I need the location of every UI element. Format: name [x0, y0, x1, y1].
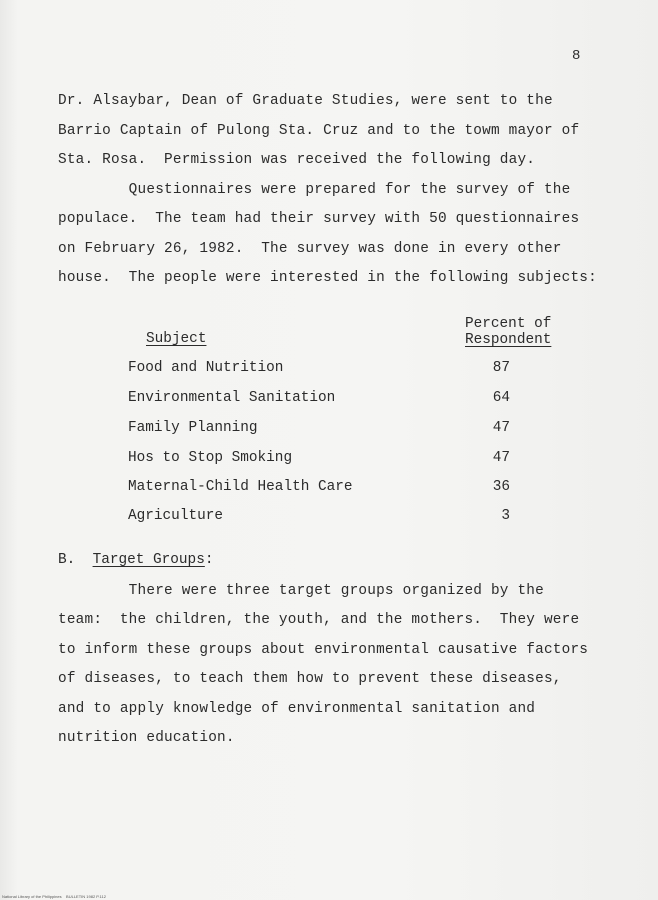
- table-row-subject: Family Planning: [128, 420, 258, 436]
- table-header-subject: Subject: [146, 331, 207, 347]
- table-row-subject: Agriculture: [128, 508, 223, 524]
- section-b-heading: [58, 552, 213, 568]
- paragraph2-line: on February 26, 1982. The survey was done in every other: [58, 241, 562, 257]
- section-b-colon: :: [204, 552, 214, 568]
- paragraph2-line: house. The people were interested in the following subjects:: [58, 270, 597, 286]
- table-row-subject: Environmental Sanitation: [128, 390, 336, 406]
- table-row-subject: Hos to Stop Smoking: [128, 450, 293, 466]
- section-b-label: B.: [58, 552, 76, 568]
- table-header-percent-line2: Respondent: [465, 332, 552, 348]
- table-row-percent: 36: [492, 479, 510, 495]
- paragraph3-line: to inform these groups about environmental causative factors: [58, 642, 589, 658]
- paragraph3-line: and to apply knowledge of environmental sanitation and: [58, 701, 536, 717]
- paragraph3-line: There were three target groups organized by the: [58, 583, 544, 599]
- table-row-subject: Food and Nutrition: [128, 360, 284, 376]
- page-number: 8: [572, 48, 581, 64]
- table-header-percent-line1: Percent of: [465, 316, 552, 332]
- paragraph2-line: populace. The team had their survey with 50 questionnaires: [58, 211, 580, 227]
- table-row-percent: 47: [492, 420, 510, 436]
- table-row-percent: 64: [492, 390, 510, 406]
- footer-stamp: National Library of the Philippines BULLETIN 1982 P.112: [2, 894, 106, 899]
- paragraph1-line: Barrio Captain of Pulong Sta. Cruz and to the towm mayor of: [58, 123, 580, 139]
- paragraph1-line: Sta. Rosa. Permission was received the following day.: [58, 152, 536, 168]
- table-row-subject: Maternal-Child Health Care: [128, 479, 353, 495]
- paragraph1-line: Dr. Alsaybar, Dean of Graduate Studies, were sent to the: [58, 93, 553, 109]
- table-row-percent: 47: [492, 450, 510, 466]
- section-b-title: Target Groups: [92, 552, 205, 568]
- paragraph3-line: of diseases, to teach them how to prevent these diseases,: [58, 671, 562, 687]
- table-row-percent: 87: [492, 360, 510, 376]
- paragraph3-line: nutrition education.: [58, 730, 235, 746]
- paragraph3-line: team: the children, the youth, and the mothers. They were: [58, 612, 580, 628]
- paragraph2-line: Questionnaires were prepared for the survey of the: [58, 182, 571, 198]
- table-row-percent: 3: [501, 508, 510, 524]
